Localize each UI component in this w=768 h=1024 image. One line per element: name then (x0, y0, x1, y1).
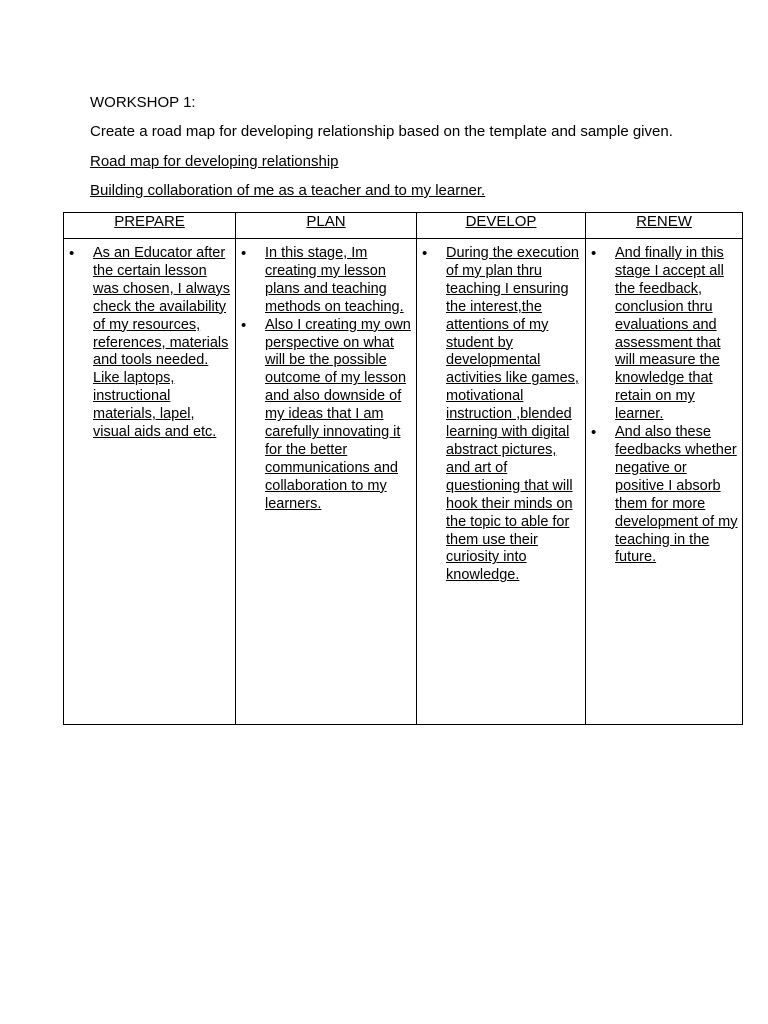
list-item (586, 424, 742, 567)
cell-renew (586, 239, 743, 725)
cell-prepare (64, 239, 236, 725)
bullet-text: And also these feedbacks whether negative or positive I absorb them for more development of my teaching in the future. (615, 424, 738, 566)
header-prepare: PREPARE (64, 213, 236, 239)
list-item (64, 245, 235, 442)
renew-bullet-list (586, 239, 742, 567)
instruction-text: Create a road map for developing relationship based on the template and sample given. (90, 123, 673, 140)
develop-bullet-list (417, 239, 585, 585)
roadmap-table (63, 212, 743, 725)
list-item (417, 245, 585, 585)
list-item (236, 245, 416, 317)
cell-plan (236, 239, 417, 725)
cell-develop (417, 239, 586, 725)
bullet-text: As an Educator after the certain lesson was chosen, I always check the availability of my resources, references, materials and tools needed. Like laptops, instructional materials, lapel, visual aids and etc. (93, 245, 231, 441)
bullet-text: In this stage, Im creating my lesson plans and teaching methods on teaching. (265, 245, 404, 315)
bullet-text: Also I creating my own perspective on what will be the possible outcome of my lesson and also downside of my ideas that I am carefully innovating it for the better communications and collaboration to my learners. (265, 316, 411, 512)
list-item (236, 317, 416, 514)
bullet-text: During the execution of my plan thru teaching I ensuring the interest,the attentions of my student by developmental activities like games, motivational instruction ,blended learning with digital abstract pictures, and art of questioning that will hook their minds on the topic to able for them use their curiosity into knowledge. (446, 245, 579, 584)
roadmap-title: Road map for developing relationship (90, 153, 339, 170)
plan-bullet-list (236, 239, 416, 514)
header-plan: PLAN (236, 213, 417, 239)
header-develop: DEVELOP (417, 213, 586, 239)
prepare-bullet-list (64, 239, 235, 442)
bullet-text: And finally in this stage I accept all the feedback, conclusion thru evaluations and assessment that will measure the knowledge that retain on my learner. (615, 245, 724, 423)
table-body-row (64, 239, 743, 725)
list-item (586, 245, 742, 424)
table-header-row (64, 213, 743, 239)
workshop-heading: WORKSHOP 1: (90, 94, 196, 111)
header-renew: RENEW (586, 213, 743, 239)
roadmap-subtitle: Building collaboration of me as a teacher and to my learner. (90, 182, 486, 199)
